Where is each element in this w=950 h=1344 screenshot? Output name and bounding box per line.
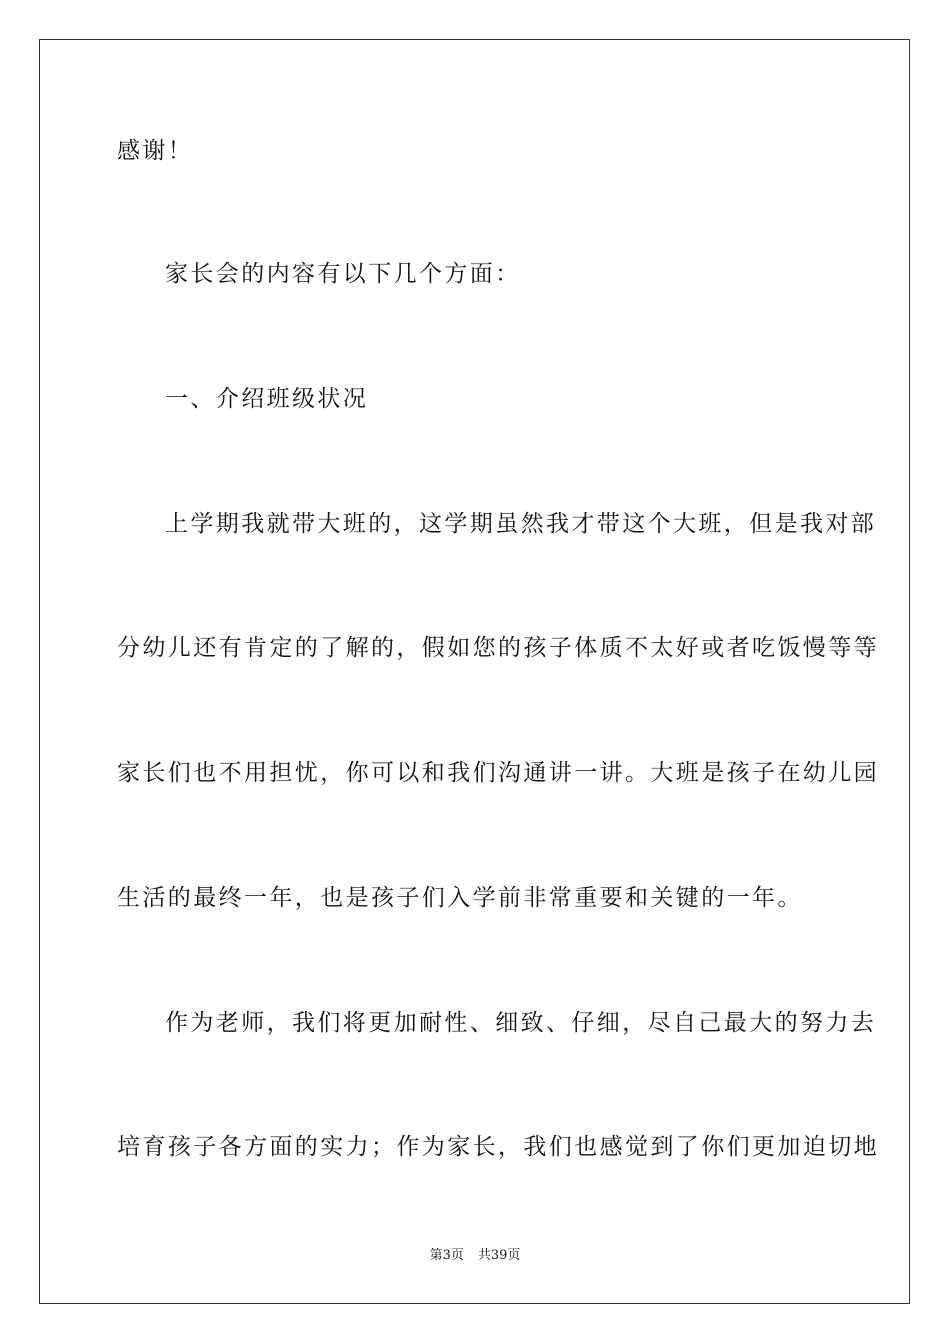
text-line-2: 家长会的内容有以下几个方面：: [165, 261, 521, 287]
text-line-9: 培育孩子各方面的实力；作为家长，我们也感觉到了你们更加迫切地: [117, 1134, 879, 1160]
page-total: 共39页: [477, 1248, 521, 1263]
page-footer: [0, 1247, 950, 1265]
text-line-1: 感谢！: [117, 138, 194, 164]
text-line-8: 作为老师，我们将更加耐性、细致、仔细，尽自己最大的努力去: [165, 1010, 877, 1036]
page-border: [39, 39, 910, 1304]
text-line-3: 一、介绍班级状况: [165, 386, 369, 412]
text-line-5: 分幼儿还有肯定的了解的，假如您的孩子体质不太好或者吃饭慢等等: [117, 635, 879, 661]
page-number: 第3页: [429, 1248, 464, 1263]
text-line-6: 家长们也不用担忧，你可以和我们沟通讲一讲。大班是孩子在幼儿园: [117, 760, 879, 786]
text-line-4: 上学期我就带大班的，这学期虽然我才带这个大班，但是我对部: [165, 511, 877, 537]
text-line-7: 生活的最终一年，也是孩子们入学前非常重要和关键的一年。: [117, 885, 803, 911]
